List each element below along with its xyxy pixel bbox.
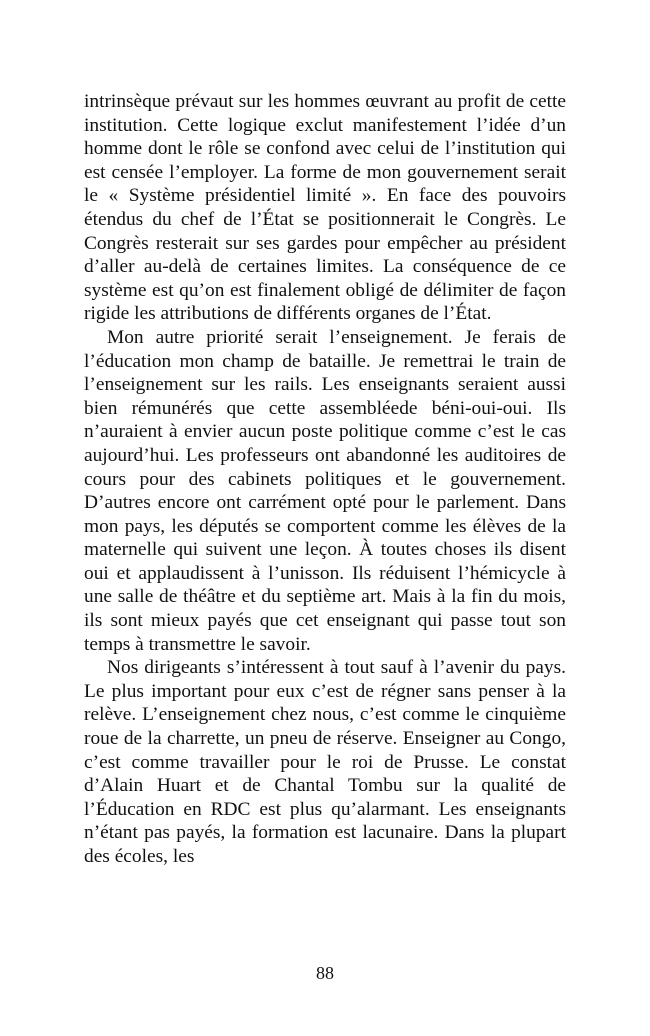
- paragraph-education-priority: Mon autre priorité serait l’enseignement. Je ferais de l’éducation mon champ de bataille. Je remettrai le train de l’enseignement sur les rails. Les enseignants seraient aussi bien rémunérés que cette assembléede béni-oui-oui. Ils n’auraient à envier aucun poste politique comme c’est le cas aujourd’hui. Les professeurs ont abandonné les auditoires de cours pour des cabinets politiques et le gouvernement. D’autres encore ont carrément opté pour le parlement. Dans mon pays, les députés se comportent comme les élèves de la maternelle qui suivent une leçon. À toutes choses ils disent oui et applaudissent à l’unisson. Ils réduisent l’hémicycle à une salle de théâtre et du septième art. Mais à la fin du mois, ils sont mieux payés que cet enseignant qui passe tout son temps à transmettre le savoir.: [84, 326, 566, 655]
- page-number: 88: [316, 963, 334, 983]
- paragraph-continuation: intrinsèque prévaut sur les hommes œuvrant au profit de cette institution. Cette logique exclut manifestement l’idée d’un homme dont le rôle se confond avec celui de l’institution qui est censée l’employer. La forme de mon gouvernement serait le « Système présidentiel limité ». En face des pouvoirs étendus du chef de l’État se positionnerait le Congrès. Le Congrès resterait sur ses gardes pour empêcher au président d’aller au-delà de certaines limites. La conséquence de ce système est qu’on est finalement obligé de délimiter de façon rigide les attributions de différents organes de l’État.: [84, 91, 566, 325]
- body-text: [84, 90, 566, 869]
- paragraph-leaders: Nos dirigeants s’intéressent à tout sauf à l’avenir du pays. Le plus important pour eux c’est de régner sans penser à la relève. L’enseignement chez nous, c’est comme le cinquième roue de la charrette, un pneu de réserve. Enseigner au Congo, c’est comme travailler pour le roi de Prusse. Le constat d’Alain Huart et de Chantal Tombu sur la qualité de l’Éducation en RDC est plus qu’alarmant. Les enseignants n’étant pas payés, la formation est lacunaire. Dans la plupart des écoles, les: [84, 657, 566, 867]
